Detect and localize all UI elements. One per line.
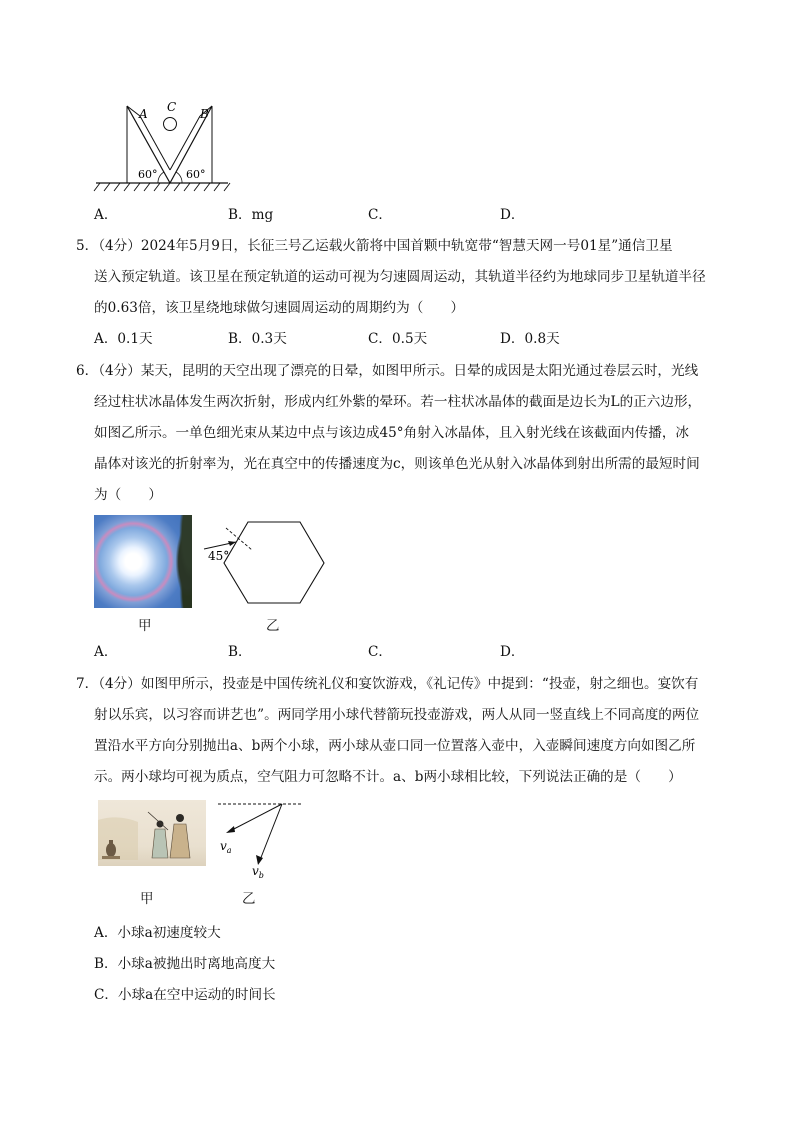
q6-option-a: A．	[94, 644, 118, 660]
tree-silhouette	[172, 515, 192, 608]
q4-angle-left: 60°	[138, 168, 158, 181]
q5-line-3: 的0.63倍，该卫星绕地球做匀速圆周运动的周期约为（ ）	[94, 300, 465, 316]
q5-option-d: D．0.8天	[500, 331, 560, 347]
q5-option-c: C．0.5天	[368, 331, 428, 347]
q5-option-b: B．0.3天	[228, 331, 287, 347]
q4-label-c: C	[167, 100, 177, 114]
q7-va-label: $v_a$	[220, 839, 232, 855]
q6-line-5: 为（ ）	[94, 487, 162, 503]
q4-angle-right: 60°	[186, 168, 206, 181]
q5-option-a: A．0.1天	[94, 331, 153, 347]
q6-caption-jia: 甲	[138, 618, 152, 634]
q7-option-b: B．小球a被抛出时离地高度大	[94, 956, 276, 972]
q7-caption-jia: 甲	[140, 891, 154, 907]
q6-line-1: 6．（4分）某天，昆明的天空出现了漂亮的日晕，如图甲所示。日晕的成因是太阳光通过卷层云时，光线	[76, 363, 699, 379]
q7-vb-label: $v_b$	[252, 864, 264, 880]
painting-figures	[98, 800, 206, 866]
q4-label-a: A	[139, 107, 148, 121]
q7-option-c: C．小球a在空中运动的时间长	[94, 987, 276, 1003]
q6-line-4: 晶体对该光的折射率为，光在真空中的传播速度为c，则该单色光从射入冰晶体到射出所需的最短时间	[94, 456, 700, 472]
q6-option-c: C．	[368, 644, 392, 660]
q7-caption-yi: 乙	[242, 891, 256, 907]
q6-caption-yi: 乙	[266, 618, 280, 634]
q6-angle-label: 45°	[208, 549, 230, 563]
q7-line-1: 7．（4分）如图甲所示，投壶是中国传统礼仪和宴饮游戏，《礼记传》中提到：“投壶，射之细也。宴饮有	[76, 676, 699, 692]
q7-line-3: 置沿水平方向分别抛出a、b两个小球，两小球从壶口同一位置落入壶中，入壶瞬间速度方向如图乙所	[94, 738, 696, 754]
q6-hexagon-figure	[198, 515, 328, 610]
q4-option-c: C．	[368, 207, 392, 223]
q4-option-a: A．	[94, 207, 118, 223]
q6-line-3: 如图乙所示。一单色细光束从某边中点与该边成45°角射入冰晶体，且入射光线在该截面内传播，冰	[94, 425, 690, 441]
q4-option-d: D．	[500, 207, 525, 223]
q7-option-a: A．小球a初速度较大	[94, 925, 221, 941]
q7-velocity-figure	[212, 798, 307, 883]
q5-line-2: 送入预定轨道。该卫星在预定轨道的运动可视为匀速圆周运动，其轨道半径约为地球同步卫星轨道半径	[94, 269, 706, 285]
q7-line-4: 示。两小球均可视为质点，空气阻力可忽略不计。a、b两小球相比较，下列说法正确的是（ ）	[94, 769, 682, 785]
q7-painting	[98, 800, 206, 866]
q6-option-b: B．	[228, 644, 252, 660]
q5-line-1: 5．（4分）2024年5月9日，长征三号乙运载火箭将中国首颗中轨宽带“智慧天网一号01星”通信卫星	[76, 238, 673, 254]
q6-halo-photo	[94, 515, 192, 608]
q6-option-d: D．	[500, 644, 525, 660]
q7-line-2: 射以乐宾，以习容而讲艺也”。两同学用小球代替箭玩投壶游戏，两人从同一竖直线上不同高度的两位	[94, 707, 700, 723]
q4-option-b: B．mg	[228, 207, 274, 223]
q4-figure	[92, 98, 232, 193]
q6-line-2: 经过柱状冰晶体发生两次折射，形成内红外紫的晕环。若一柱状冰晶体的截面是边长为L的正六边形，	[94, 394, 702, 410]
q4-label-b: B	[200, 107, 209, 121]
